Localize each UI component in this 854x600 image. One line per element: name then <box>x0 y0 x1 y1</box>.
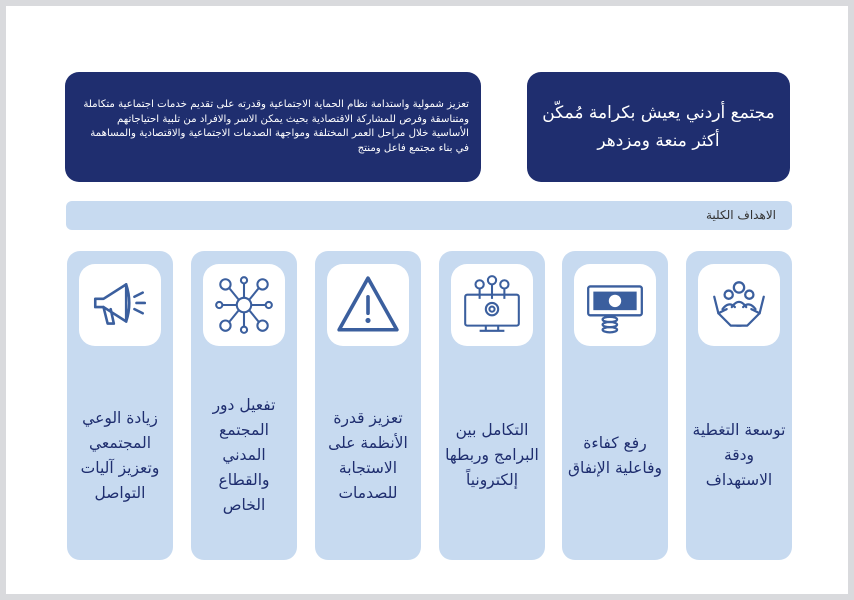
section-title-bar <box>66 201 792 230</box>
goal-label: تعزيز قدرة الأنظمة على الاستجابة للصدمات <box>328 408 408 502</box>
warning-icon <box>327 264 409 346</box>
goal-label: رفع كفاءة وفاعلية الإنفاق <box>568 433 662 477</box>
goal-label: زيادة الوعي المجتمعي وتعزيز آليات التواصل <box>80 408 160 502</box>
money-icon <box>574 264 656 346</box>
section-title: الاهداف الكلية <box>705 208 776 222</box>
goal-card-integration <box>439 251 545 560</box>
mission-text: تعزيز شمولية واستدامة نظام الحماية الاجتماعية وقدرته على تقديم خدمات اجتماعية متكاملة ومتناسقة وفرص للمشاركة الاقتصادية بحيث يمكن الاسر والافراد من تلبية احتياجاتهم الأساسية خلال مراحل العمر المختلفة ومواجهة الصدمات الاجتماعية والاقتصادية والمساهمة في بناء مجتمع فاعل ومنتج <box>83 99 469 154</box>
goal-card-civil-society <box>191 251 297 560</box>
goal-card-shocks <box>315 251 421 560</box>
goal-card-spending <box>562 251 668 560</box>
vision-text: مجتمع أردني يعيش بكرامة مُمكّن أكثر منعة ومزدهر <box>542 103 775 151</box>
network-people-icon <box>203 264 285 346</box>
goal-label: تفعيل دور المجتمع المدني والقطاع الخاص <box>212 396 276 514</box>
megaphone-icon <box>79 264 161 346</box>
goal-card-awareness <box>67 251 173 560</box>
computer-gears-icon <box>451 264 533 346</box>
goal-label: توسعة التغطية ودقة الاستهداف <box>692 421 786 489</box>
goal-card-coverage <box>686 251 792 560</box>
page <box>6 6 848 594</box>
goal-label: التكامل بين البرامج وربطها إلكترونياً <box>445 421 539 489</box>
vision-box <box>527 72 790 182</box>
mission-box <box>65 72 481 182</box>
hands-people-icon <box>698 264 780 346</box>
